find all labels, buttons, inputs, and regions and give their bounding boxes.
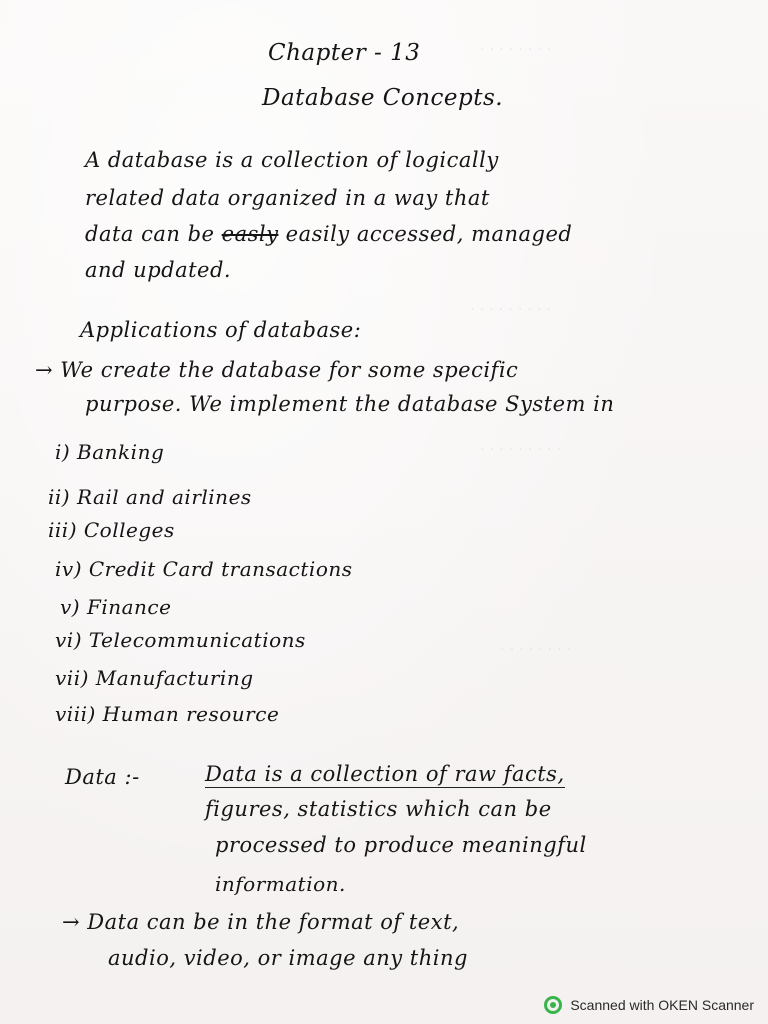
definition-line-3 xyxy=(85,222,572,246)
bleed-through-text: · · · · · · · · · xyxy=(470,300,552,318)
list-item: ii) Rail and airlines xyxy=(48,485,252,509)
list-item: i) Banking xyxy=(55,440,165,464)
data-definition-underlined: Data is a collection of raw facts, xyxy=(205,762,565,786)
bleed-through-text: · · · · · · · · xyxy=(500,640,572,658)
applications-heading: Applications of database: xyxy=(80,318,362,342)
list-item: viii) Human resource xyxy=(55,702,280,726)
applications-intro-1: → We create the database for some specific xyxy=(35,358,519,382)
bleed-through-text: · · · · · · · · xyxy=(480,40,552,58)
page-title: Database Concepts. xyxy=(262,85,504,111)
struck-word: easly xyxy=(221,222,279,246)
list-item: vii) Manufacturing xyxy=(55,666,254,690)
definition-line-3a: data can be xyxy=(85,222,215,246)
definition-line-4: and updated. xyxy=(85,258,232,282)
data-note-line-2: audio, video, or image any thing xyxy=(108,946,468,970)
scanner-watermark xyxy=(544,996,754,1014)
list-item: iv) Credit Card transactions xyxy=(55,557,353,581)
data-definition-line-2: figures, statistics which can be xyxy=(205,797,552,821)
applications-intro-2: purpose. We implement the database System in xyxy=(85,392,615,416)
chapter-heading: Chapter - 13 xyxy=(268,40,421,66)
data-note-line-1: → Data can be in the format of text, xyxy=(62,910,460,934)
definition-line-1: A database is a collection of logically xyxy=(85,148,499,172)
oken-scanner-logo-icon xyxy=(544,996,562,1014)
list-item: iii) Colleges xyxy=(48,518,175,542)
data-definition-line-1 xyxy=(205,762,565,786)
data-definition-line-4: information. xyxy=(215,872,346,896)
bleed-through-text: · · · · · · · · · xyxy=(480,440,562,458)
data-definition-line-3: processed to produce meaningful xyxy=(215,833,587,857)
data-term: Data :- xyxy=(65,765,140,789)
definition-line-2: related data organized in a way that xyxy=(85,186,490,210)
list-item: vi) Telecommunications xyxy=(55,628,306,652)
list-item: v) Finance xyxy=(60,595,172,619)
scanner-label: Scanned with OKEN Scanner xyxy=(570,997,754,1013)
definition-line-3b: easily accessed, managed xyxy=(285,222,573,246)
